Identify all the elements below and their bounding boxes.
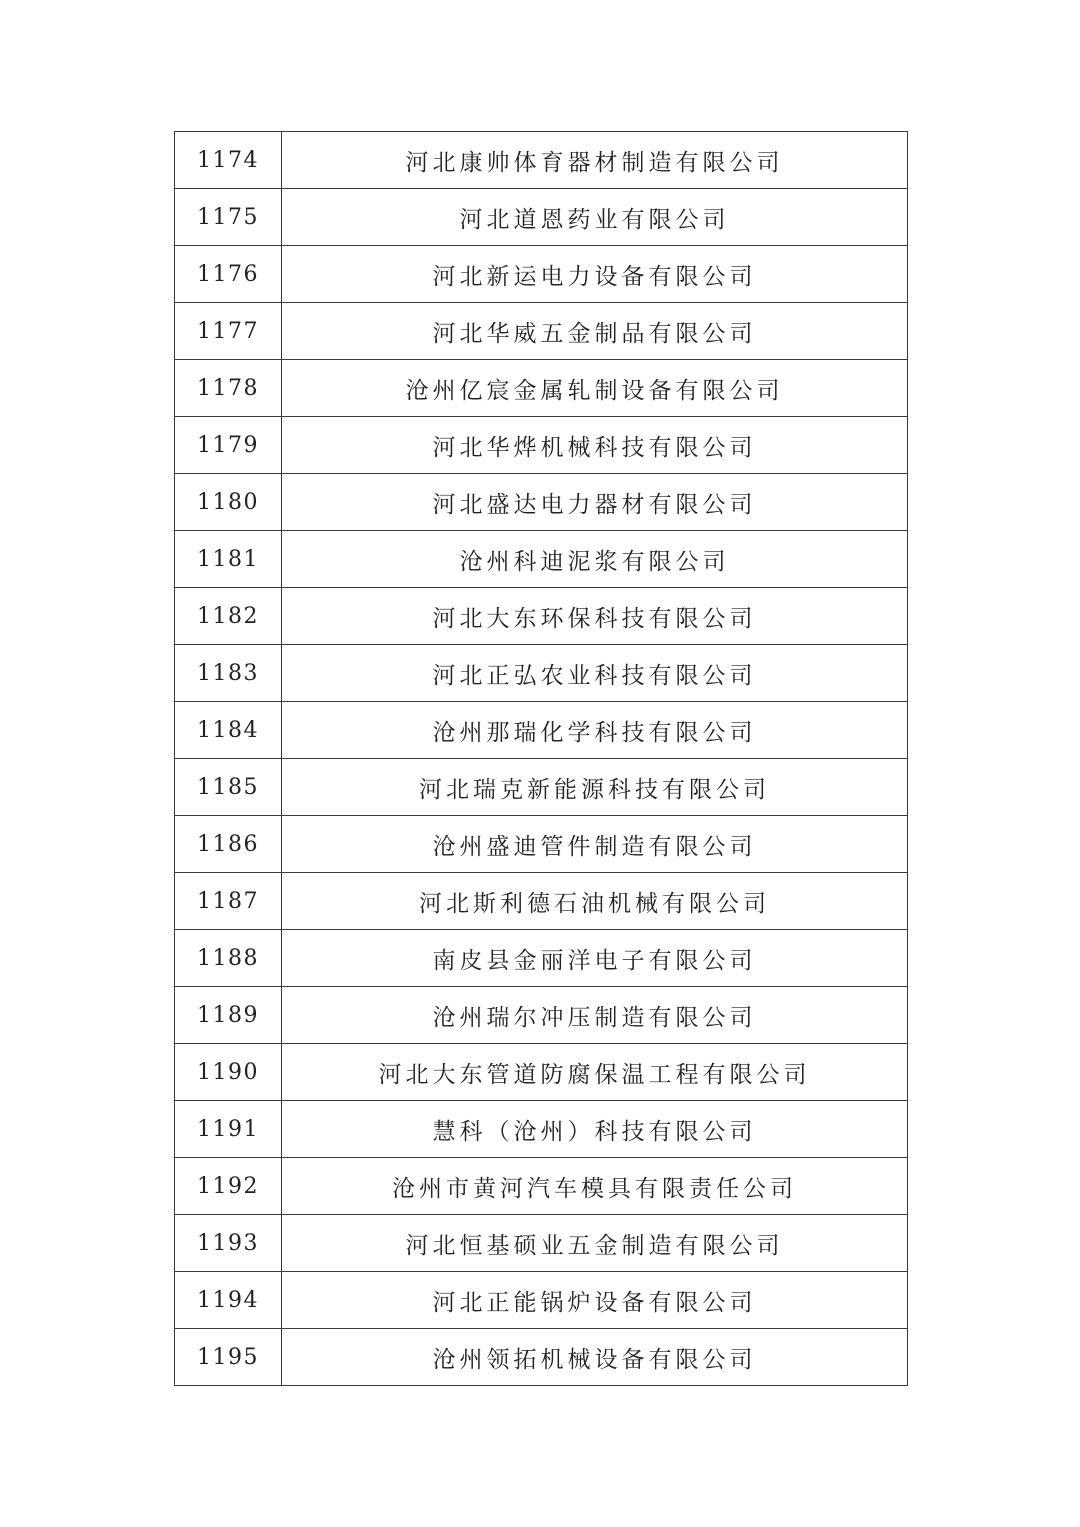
row-number: 1174 (175, 132, 282, 189)
table-row (175, 1158, 908, 1215)
row-number: 1181 (175, 531, 282, 588)
company-name: 河北新运电力设备有限公司 (282, 246, 908, 303)
table-row (175, 1044, 908, 1101)
row-number: 1189 (175, 987, 282, 1044)
company-name: 沧州领拓机械设备有限公司 (282, 1329, 908, 1386)
company-name: 河北大东管道防腐保温工程有限公司 (282, 1044, 908, 1101)
row-number: 1180 (175, 474, 282, 531)
row-number: 1175 (175, 189, 282, 246)
row-number: 1190 (175, 1044, 282, 1101)
table-row (175, 132, 908, 189)
table-row (175, 531, 908, 588)
row-number: 1191 (175, 1101, 282, 1158)
company-name: 河北华烨机械科技有限公司 (282, 417, 908, 474)
row-number: 1184 (175, 702, 282, 759)
table-row (175, 873, 908, 930)
row-number: 1179 (175, 417, 282, 474)
table-row (175, 417, 908, 474)
row-number: 1192 (175, 1158, 282, 1215)
company-name: 沧州盛迪管件制造有限公司 (282, 816, 908, 873)
company-name: 沧州那瑞化学科技有限公司 (282, 702, 908, 759)
row-number: 1187 (175, 873, 282, 930)
table-row (175, 1101, 908, 1158)
table-row (175, 360, 908, 417)
company-name: 沧州市黄河汽车模具有限责任公司 (282, 1158, 908, 1215)
table-row (175, 930, 908, 987)
table-row (175, 303, 908, 360)
table-row (175, 1329, 908, 1386)
table-row (175, 759, 908, 816)
table-row (175, 1272, 908, 1329)
table-row (175, 588, 908, 645)
company-name: 河北正能锅炉设备有限公司 (282, 1272, 908, 1329)
company-list-table (174, 131, 908, 1386)
company-name: 河北道恩药业有限公司 (282, 189, 908, 246)
row-number: 1185 (175, 759, 282, 816)
row-number: 1193 (175, 1215, 282, 1272)
row-number: 1186 (175, 816, 282, 873)
table-row (175, 189, 908, 246)
table-row (175, 702, 908, 759)
company-name: 慧科（沧州）科技有限公司 (282, 1101, 908, 1158)
company-name: 河北大东环保科技有限公司 (282, 588, 908, 645)
company-name: 河北华威五金制品有限公司 (282, 303, 908, 360)
company-name: 河北盛达电力器材有限公司 (282, 474, 908, 531)
row-number: 1177 (175, 303, 282, 360)
row-number: 1178 (175, 360, 282, 417)
row-number: 1182 (175, 588, 282, 645)
row-number: 1176 (175, 246, 282, 303)
row-number: 1194 (175, 1272, 282, 1329)
company-name: 河北瑞克新能源科技有限公司 (282, 759, 908, 816)
company-list-body (175, 132, 908, 1386)
table-row (175, 1215, 908, 1272)
row-number: 1195 (175, 1329, 282, 1386)
row-number: 1183 (175, 645, 282, 702)
company-name: 南皮县金丽洋电子有限公司 (282, 930, 908, 987)
company-name: 河北正弘农业科技有限公司 (282, 645, 908, 702)
table-row (175, 474, 908, 531)
table-row (175, 645, 908, 702)
table-row (175, 816, 908, 873)
table-row (175, 246, 908, 303)
company-name: 沧州科迪泥浆有限公司 (282, 531, 908, 588)
company-name: 沧州瑞尔冲压制造有限公司 (282, 987, 908, 1044)
company-name: 河北恒基硕业五金制造有限公司 (282, 1215, 908, 1272)
company-name: 河北斯利德石油机械有限公司 (282, 873, 908, 930)
company-name: 河北康帅体育器材制造有限公司 (282, 132, 908, 189)
company-name: 沧州亿宸金属轧制设备有限公司 (282, 360, 908, 417)
row-number: 1188 (175, 930, 282, 987)
table-row (175, 987, 908, 1044)
